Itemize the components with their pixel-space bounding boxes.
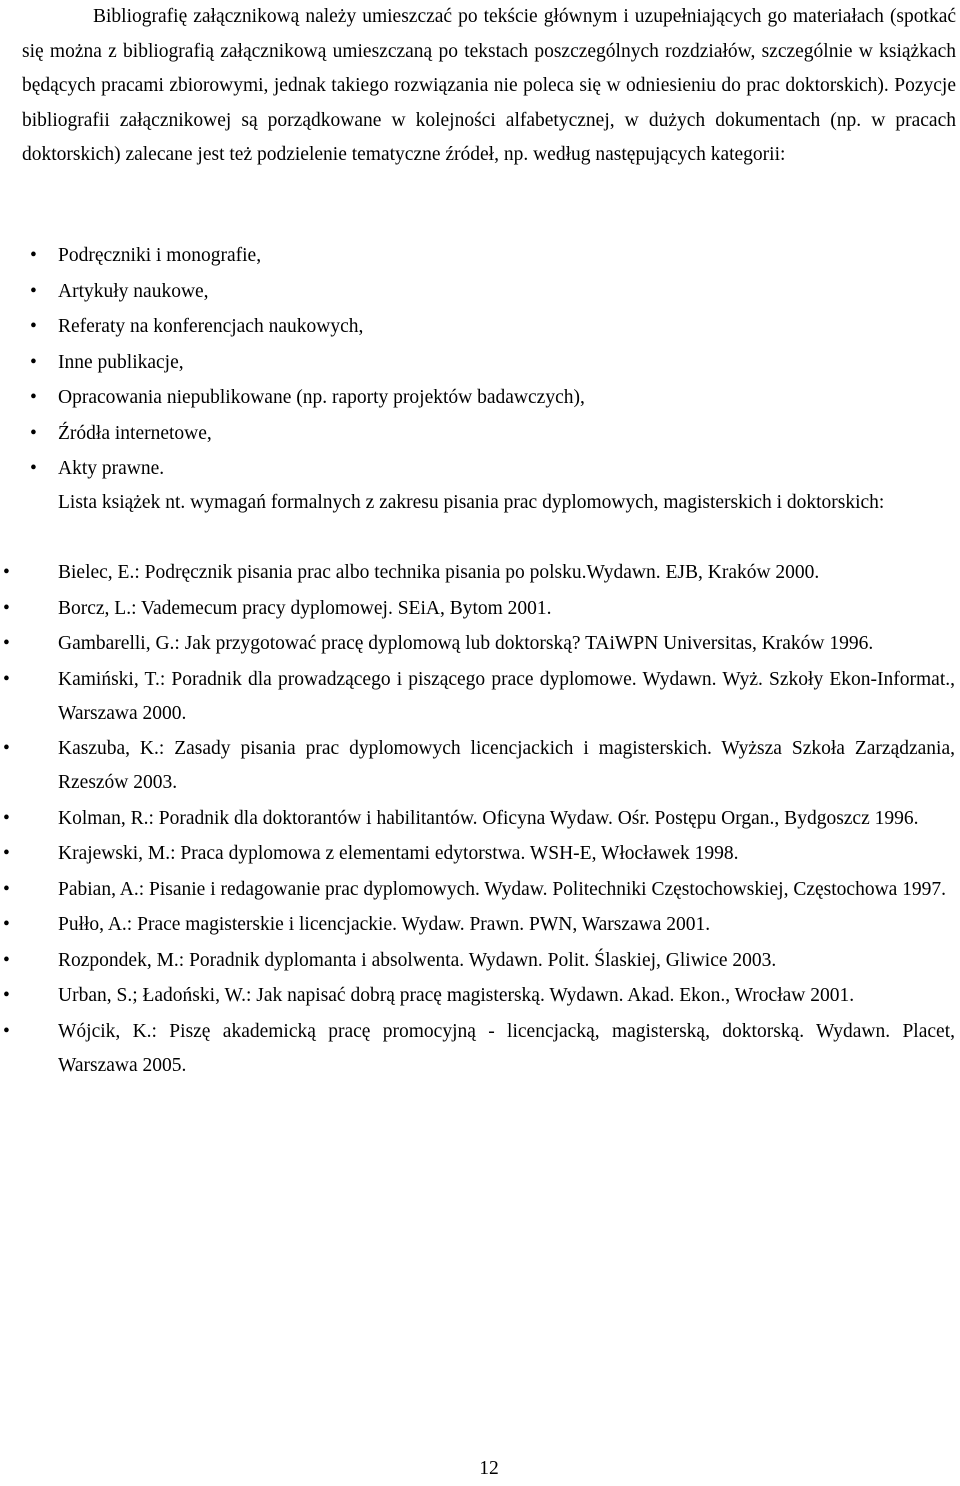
bullet-icon: • [3,843,10,864]
bibliography-entry [0,592,960,626]
bibliography-entry [0,837,960,871]
bibliography-entry [0,979,960,1013]
category-label: Akty prawne. [58,458,165,479]
bullet-icon: • [3,633,10,654]
bibliography-entry-text: Kaszuba, K.: Zasady pisania prac dyplomowych licencjackich i magisterskich. Wyższa Szkoła Zarządzania, Rzeszów 2003. [58,738,955,793]
bullet-icon: • [30,458,37,479]
bibliography-entry-text: Rozpondek, M.: Poradnik dyplomanta i absolwenta. Wydawn. Polit. Ślaskiej, Gliwice 2003. [58,949,777,971]
bullet-icon: • [30,422,37,444]
bibliography-entry [0,556,960,590]
bibliography-entry [0,627,960,661]
bullet-icon: • [30,316,37,337]
bibliography-entry [0,908,960,942]
bullet-icon: • [3,807,10,829]
bullet-icon: • [3,878,10,900]
bullet-icon: • [3,914,10,935]
category-item [0,309,960,345]
bibliography-entry [0,732,960,800]
bibliography-entry [0,802,960,836]
category-item [0,238,960,274]
bullet-icon: • [30,280,37,302]
bullet-icon: • [3,597,10,619]
bibliography-entry-text: Borcz, L.: Vademecum pracy dyplomowej. SEiA, Bytom 2001. [58,597,552,619]
bibliography-entry [0,663,960,731]
category-item [0,274,960,310]
bullet-icon: • [30,387,37,408]
bibliography-entry-text: Urban, S.; Ładoński, W.: Jak napisać dobrą pracę magisterską. Wydawn. Akad. Ekon., Wrocław 2001. [58,985,855,1006]
bibliography-entry-text: Kamiński, T.: Poradnik dla prowadzącego i piszącego prace dyplomowe. Wydawn. Wyż. Szkoły Ekon-Informat., Warszawa 2000. [58,668,955,724]
bibliography-entry-text: Pułło, A.: Prace magisterskie i licencjackie. Wydaw. Prawn. PWN, Warszawa 2001. [58,914,711,935]
category-item [0,345,960,381]
bibliography-entry [0,1015,960,1083]
bibliography-entry-text: Gambarelli, G.: Jak przygotować pracę dyplomową lub doktorską? TAiWPN Universitas, Kraków 1996. [58,633,874,654]
bibliography-entry-text: Wójcik, K.: Piszę akademicką pracę promocyjną - licencjacką, magisterską, doktorską. Wydawn. Placet, Warszawa 2005. [58,1020,955,1076]
bibliography-list [0,556,960,1083]
bullet-icon: • [3,1020,10,1042]
category-label: Opracowania niepublikowane (np. raporty projektów badawczych), [58,387,585,408]
bibliography-lead: Lista książek nt. wymagań formalnych z zakresu pisania prac dyplomowych, magisterskich i doktorskich: [58,492,885,513]
bibliography-entry-text: Pabian, A.: Pisanie i redagowanie prac dyplomowych. Wydaw. Politechniki Częstochowskiej, Częstochowa 1997. [58,878,947,900]
category-item [0,380,960,416]
bullet-icon: • [30,351,37,373]
intro-paragraph: Bibliografię załącznikową należy umieszczać po tekście głównym i uzupełniających go materiałach (spotkać się można z bibliografią załącznikową umieszczaną po tekstach poszczególnych rozdziałów, szczególnie w książkach będących pracami zbiorowymi, jednak takiego rozwiązania nie poleca się w odniesieniu do prac doktorskich). Pozycje bibliografii załącznikowej są porządkowane w kolejności alfabetycznej, w dużych dokumentach (np. w pracach doktorskich) zalecane jest też podzielenie tematyczne źródeł, np. według następujących kategorii: [22,6,956,166]
category-label: Podręczniki i monografie, [58,245,262,266]
category-label: Referaty na konferencjach naukowych, [58,316,364,337]
bibliography-entry-text: Krajewski, M.: Praca dyplomowa z elementami edytorstwa. WSH-E, Włocławek 1998. [58,843,739,864]
category-label: Źródła internetowe, [58,422,212,444]
category-item [0,451,960,487]
category-item [0,416,960,452]
bullet-icon: • [30,245,37,266]
bibliography-entry-text: Kolman, R.: Poradnik dla doktorantów i habilitantów. Oficyna Wydaw. Ośr. Postępu Organ., Bydgoszcz 1996. [58,807,919,829]
bibliography-entry [0,944,960,978]
category-label: Artykuły naukowe, [58,280,209,302]
page-number: 12 [479,1458,499,1479]
bullet-icon: • [3,668,10,690]
bullet-icon: • [3,949,10,971]
bullet-icon: • [3,738,10,759]
category-list [0,238,960,487]
category-label: Inne publikacje, [58,351,184,373]
bullet-icon: • [3,985,10,1006]
bibliography-entry-text: Bielec, E.: Podręcznik pisania prac albo technika pisania po polsku.Wydawn. EJB, Kraków 2000. [58,562,820,583]
bullet-icon: • [3,562,10,583]
bibliography-entry [0,873,960,907]
